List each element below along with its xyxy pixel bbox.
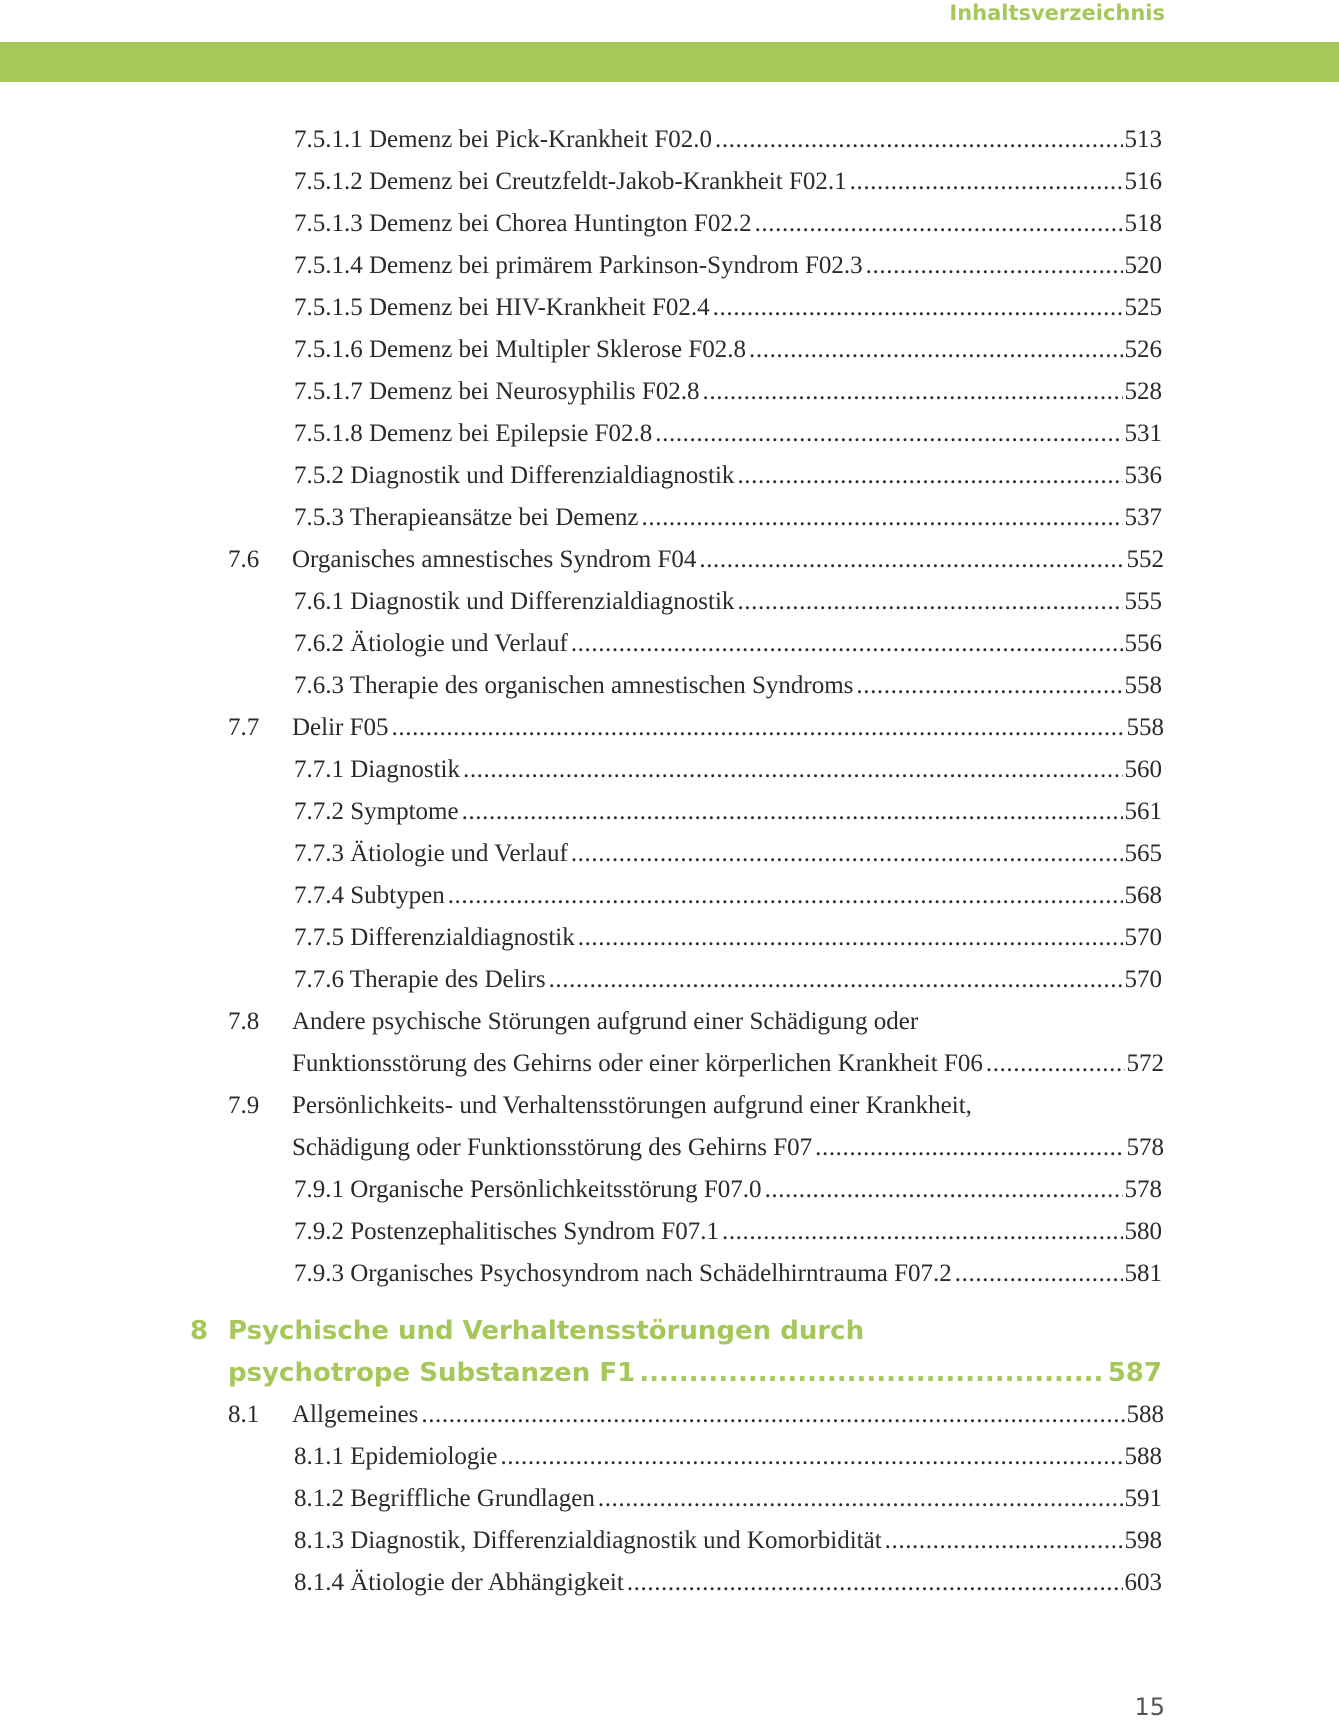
toc-entry[interactable]: 7.5.1.8 Demenz bei Epilepsie F02.8 ..... 531 <box>294 413 1162 455</box>
toc-entry[interactable]: 7.5.1.5 Demenz bei HIV-Krankheit F02.4 ..... 525 <box>294 287 1162 329</box>
chapter-title-line[interactable]: Psychische und Verhaltensstörungen durch <box>228 1316 865 1346</box>
toc-entry[interactable]: 7.5.1.3 Demenz bei Chorea Huntington F02.2 ..... 518 <box>294 203 1162 245</box>
toc-entry[interactable]: 7.5.1.2 Demenz bei Creutzfeldt-Jakob-Krankheit F02.1 ..... 516 <box>294 161 1162 203</box>
toc-entry[interactable]: 8.1.3 Diagnostik, Differenzialdiagnostik und Komorbidität ..... 598 <box>294 1520 1162 1562</box>
toc-entry[interactable]: 7.5.1.7 Demenz bei Neurosyphilis F02.8 ..... 528 <box>294 371 1162 413</box>
toc-section-entry[interactable]: Organisches amnestisches Syndrom F04 ..... 552 <box>292 539 1164 581</box>
page-number: 15 <box>1134 1693 1165 1721</box>
running-head: Inhaltsverzeichnis <box>949 1 1165 25</box>
toc-entry[interactable]: 7.5.3 Therapieansätze bei Demenz ..... 537 <box>294 497 1162 539</box>
toc-entry[interactable]: 7.6.3 Therapie des organischen amnestischen Syndroms ..... 558 <box>294 665 1162 707</box>
toc-section-entry[interactable]: Funktionsstörung des Gehirns oder einer körperlichen Krankheit F06 ..... 572 <box>292 1043 1164 1085</box>
toc-section-entry[interactable]: Delir F05 ..... 558 <box>292 707 1164 749</box>
section-number: 7.6 <box>228 546 260 573</box>
toc-section-entry[interactable]: Schädigung oder Funktionsstörung des Gehirns F07 ..... 578 <box>292 1127 1164 1169</box>
toc-entry[interactable]: 7.5.1.6 Demenz bei Multipler Sklerose F02.8 ..... 526 <box>294 329 1162 371</box>
section-number: 7.9 <box>228 1092 260 1119</box>
toc-entry[interactable]: 7.9.1 Organische Persönlichkeitsstörung F07.0 ..... 578 <box>294 1169 1162 1211</box>
toc-entry[interactable]: 7.7.4 Subtypen ..... 568 <box>294 875 1162 917</box>
toc-entry[interactable]: 7.5.1.4 Demenz bei primärem Parkinson-Syndrom F02.3 ..... 520 <box>294 245 1162 287</box>
toc-entry[interactable]: 8.1.4 Ätiologie der Abhängigkeit ..... 603 <box>294 1562 1162 1604</box>
toc-section-entry[interactable]: Allgemeines ..... 588 <box>292 1394 1164 1436</box>
toc-entry[interactable]: 8.1.2 Begriffliche Grundlagen ..... 591 <box>294 1478 1162 1520</box>
toc-entry[interactable]: 8.1.1 Epidemiologie ..... 588 <box>294 1436 1162 1478</box>
toc-entry[interactable]: 7.5.1.1 Demenz bei Pick-Krankheit F02.0 ..... 513 <box>294 119 1162 161</box>
toc-entry[interactable]: 7.9.2 Postenzephalitisches Syndrom F07.1 ..... 580 <box>294 1211 1162 1253</box>
toc-entry[interactable]: 7.7.2 Symptome ..... 561 <box>294 791 1162 833</box>
section-number: 8.1 <box>228 1401 260 1428</box>
toc-section-title-line[interactable]: Andere psychische Störungen aufgrund einer Schädigung oder <box>292 1008 919 1035</box>
header-bar <box>0 42 1339 82</box>
toc-entry[interactable]: 7.7.3 Ätiologie und Verlauf ..... 565 <box>294 833 1162 875</box>
section-number: 7.8 <box>228 1008 260 1035</box>
chapter-number: 8 <box>190 1316 209 1346</box>
toc-entry[interactable]: 7.6.1 Diagnostik und Differenzialdiagnostik ..... 555 <box>294 581 1162 623</box>
chapter-entry[interactable]: psychotrope Substanzen F1 ..... 587 <box>228 1352 1162 1394</box>
toc-entry[interactable]: 7.5.2 Diagnostik und Differenzialdiagnostik ..... 536 <box>294 455 1162 497</box>
toc-section-title-line[interactable]: Persönlichkeits- und Verhaltensstörungen aufgrund einer Krankheit, <box>292 1092 972 1119</box>
toc-entry[interactable]: 7.7.1 Diagnostik ..... 560 <box>294 749 1162 791</box>
toc-entry[interactable]: 7.7.5 Differenzialdiagnostik ..... 570 <box>294 917 1162 959</box>
toc-entry[interactable]: 7.9.3 Organisches Psychosyndrom nach Schädelhirntrauma F07.2 ..... 581 <box>294 1253 1162 1295</box>
toc-entry[interactable]: 7.6.2 Ätiologie und Verlauf ..... 556 <box>294 623 1162 665</box>
toc-entry[interactable]: 7.7.6 Therapie des Delirs ..... 570 <box>294 959 1162 1001</box>
section-number: 7.7 <box>228 714 260 741</box>
